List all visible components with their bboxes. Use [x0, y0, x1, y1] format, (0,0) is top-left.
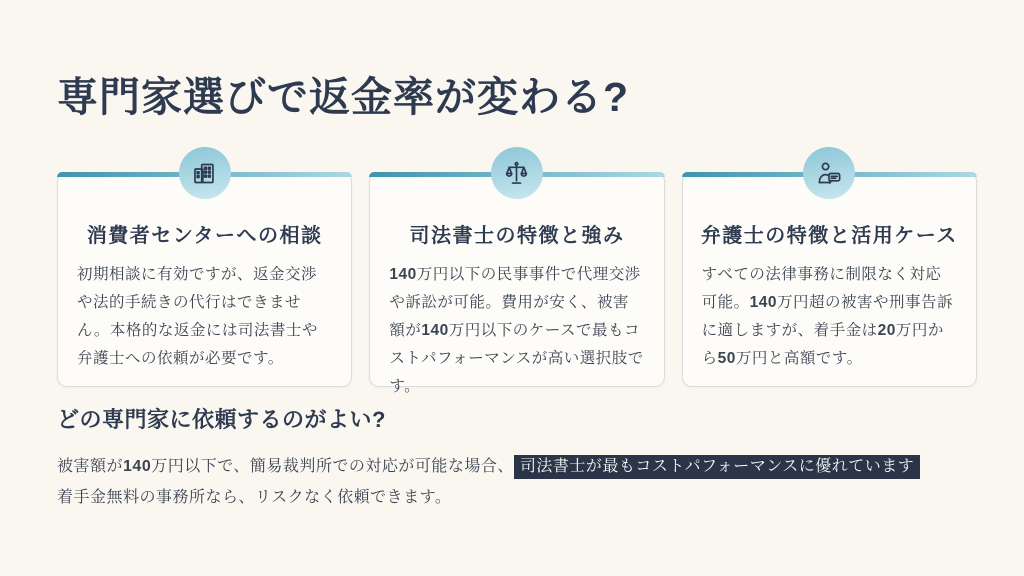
text-segment: 被害額が: [57, 458, 124, 475]
text-segment: 初期相談に有効ですが、返金交渉や法的手続きの代行はできません。本格的な返金には司法書士や弁護士への依頼が必要です。: [77, 266, 318, 367]
conclusion-line-2: [57, 482, 920, 513]
text-segment: 140: [421, 322, 449, 339]
text-segment: 140: [749, 294, 778, 311]
cards-row: [57, 172, 977, 395]
text-segment: 140: [123, 458, 152, 475]
scales-icon: [491, 147, 543, 199]
card-title: 司法書士の特徴と強み: [409, 225, 625, 247]
text-segment: 万円以下のケースで最もコストパフォーマンスが高い選択肢です。: [389, 322, 644, 395]
text-segment: 万円以下で、簡易裁判所での対応が可能な場合、: [151, 458, 514, 475]
conclusion-line-1: [57, 451, 920, 482]
text-segment: 万円超の被害や刑事告訴に適しますが、着手金は: [701, 294, 954, 339]
card-body: [389, 261, 644, 401]
card-body: [702, 261, 957, 373]
card-judicial-scrivener: [369, 172, 664, 395]
text-segment: 万円以下の民事事件で代理交渉や訴訟が可能。費用が安く、被害額が: [389, 266, 641, 339]
card-lawyer: [682, 172, 977, 387]
card-title: 消費者センターへの相談: [86, 225, 323, 247]
text-segment: 着手金無料の事務所なら、リスクなく依頼できます。: [57, 489, 452, 506]
buildings-icon: [179, 147, 231, 199]
card-title: 弁護士の特徴と活用ケース: [700, 225, 958, 247]
page-title: 専門家選びで返金率が変わる?: [57, 74, 630, 120]
conclusion-heading: どの専門家に依頼するのがよい?: [57, 407, 386, 432]
text-segment: 万円と高額です。: [735, 350, 863, 367]
text-segment: 20: [877, 322, 896, 339]
card-consumer-center: [57, 172, 352, 387]
card-body: [77, 261, 332, 373]
lawyer-icon: [803, 147, 855, 199]
highlight-text: 司法書士が最もコストパフォーマンスに優れています: [514, 455, 920, 479]
text-segment: 140: [389, 266, 417, 283]
text-segment: 万円から: [701, 322, 944, 367]
text-segment: すべての法律事務に制限なく対応可能。: [701, 266, 942, 311]
conclusion-paragraph: [57, 451, 920, 513]
text-segment: 50: [717, 350, 736, 367]
